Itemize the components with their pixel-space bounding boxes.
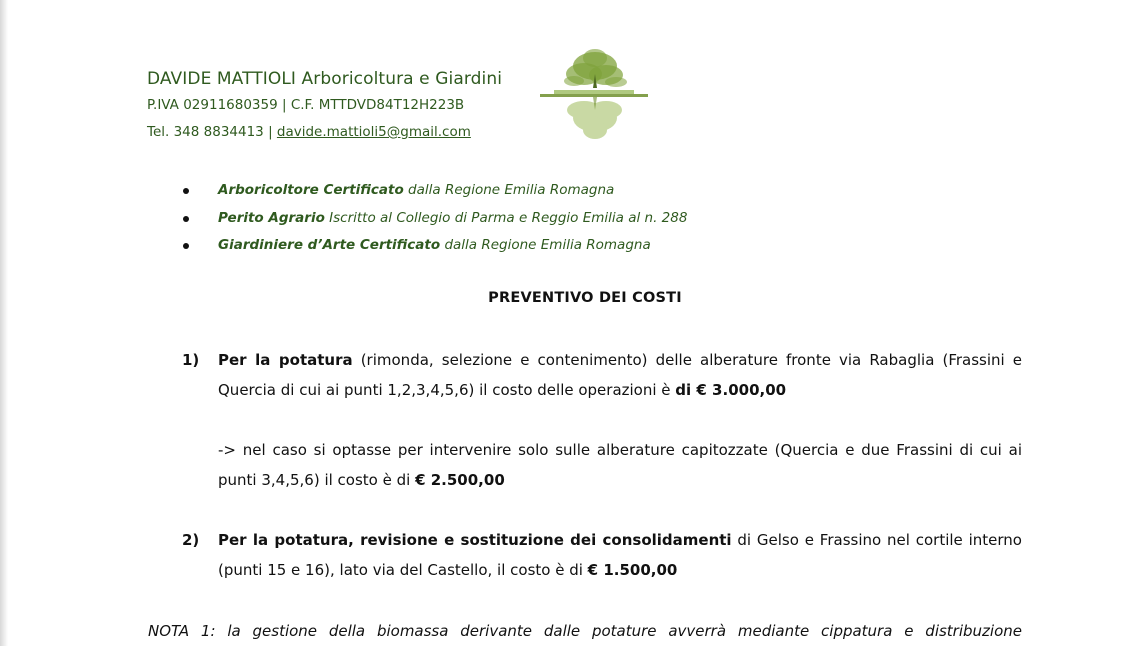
fiscal-codes: P.IVA 02911680359 | C.F. MTTDVD84T12H223B <box>147 97 465 113</box>
list-item <box>180 205 687 233</box>
phone-text: Tel. 348 8834413 | <box>147 124 277 140</box>
letterhead <box>147 66 502 146</box>
item-lead: Per la potatura, revisione e sostituzione dei consolidamenti <box>218 531 732 549</box>
cost-item-1 <box>182 345 1022 405</box>
qualification-title: Giardiniere d’Arte Certificato <box>218 237 441 253</box>
item-text: (rimonda, selezione e contenimento) delle alberature fronte via Rabaglia (Frassini e Quercia di cui ai punti 1,2,3,4,5,6) il costo delle operazioni è <box>218 351 1023 399</box>
contact-line <box>147 119 502 146</box>
document-title: PREVENTIVO DEI COSTI <box>488 290 682 306</box>
item-number: 1) <box>182 351 200 369</box>
qualification-title: Arboricoltore Certificato <box>218 182 404 198</box>
list-item <box>180 232 687 260</box>
qualification-detail: dalla Regione Emilia Romagna <box>440 237 651 253</box>
item-cost: di € 3.000,00 <box>675 381 787 399</box>
item-number: 2) <box>182 531 200 549</box>
item-text: di Gelso e Frassino nel cortile interno (punti 15 e 16), lato via del Castello, il costo è di <box>218 531 1022 579</box>
item-body <box>218 345 1022 405</box>
tree-reflection-logo-icon <box>540 44 648 148</box>
list-item <box>180 177 687 205</box>
page-edge <box>0 0 8 646</box>
qualifications-list <box>180 177 687 260</box>
cost-item-2 <box>182 525 1022 585</box>
item-body <box>218 435 1022 495</box>
qualification-detail: dalla Regione Emilia Romagna <box>403 182 615 198</box>
item-text: -> nel caso si optasse per intervenire solo sulle alberature capitozzate (Quercia e due Frassini di cui ai punti 3,4,5,6) il costo è di <box>218 441 1022 489</box>
qualification-detail: Iscritto al Collegio di Parma e Reggio Emilia al n. 288 <box>324 209 688 226</box>
bullet-icon <box>183 216 189 222</box>
item-body <box>218 525 1022 585</box>
qualification-title: Perito Agrario <box>218 209 325 226</box>
note-paragraph: NOTA 1: la gestione della biomassa derivante dalle potature avverrà mediante cippatura e distribuzione <box>148 622 1022 640</box>
company-name: DAVIDE MATTIOLI Arboricoltura e Giardini <box>147 69 503 89</box>
item-cost: € 1.500,00 <box>587 561 678 579</box>
item-lead: Per la potatura <box>218 351 353 369</box>
item-cost: € 2.500,00 <box>415 471 505 489</box>
bullet-icon <box>183 188 189 194</box>
email-link[interactable]: davide.mattioli5@gmail.com <box>276 124 471 140</box>
cost-item-alternative <box>182 435 1022 495</box>
bullet-icon <box>183 243 189 249</box>
